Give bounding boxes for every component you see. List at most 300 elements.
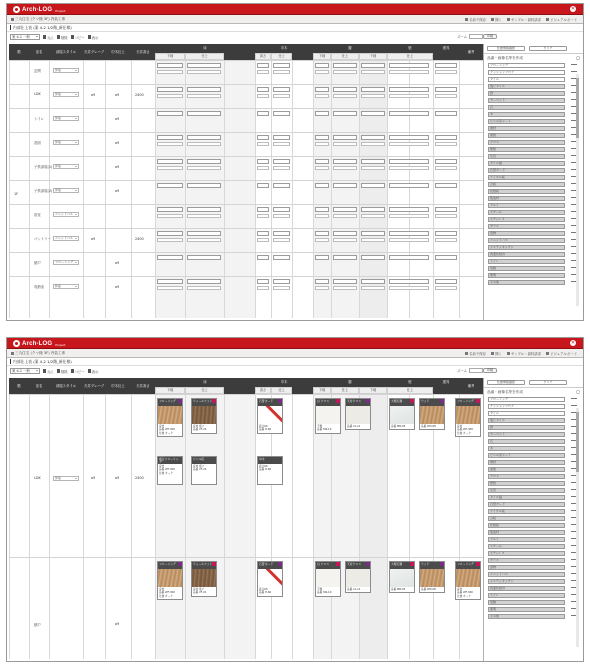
material-card[interactable] [389, 561, 415, 593]
spec-input[interactable] [435, 166, 457, 170]
spec-input[interactable] [257, 166, 269, 170]
spec-input[interactable] [389, 94, 429, 98]
spec-input[interactable] [333, 135, 357, 140]
spec-input[interactable] [273, 183, 290, 188]
spec-input[interactable] [157, 142, 183, 146]
spec-input[interactable] [187, 87, 221, 92]
spec-input[interactable] [187, 286, 221, 290]
card-remove-icon[interactable] [440, 399, 444, 403]
material-list-item[interactable] [488, 445, 565, 452]
spec-check-button[interactable]: 仕様情報確認 [487, 46, 525, 51]
material-list-item[interactable] [488, 599, 565, 606]
spec-input[interactable] [361, 238, 385, 242]
spec-input[interactable] [187, 135, 221, 140]
room-style-select[interactable]: 和室 [53, 284, 79, 289]
spec-input[interactable] [157, 207, 183, 212]
spec-input[interactable] [157, 286, 183, 290]
material-list-item[interactable] [488, 209, 565, 216]
material-list-item[interactable] [488, 536, 565, 543]
spec-input[interactable] [435, 87, 457, 92]
spec-input[interactable] [257, 142, 269, 146]
spec-input[interactable] [273, 87, 290, 92]
material-list-item[interactable] [488, 606, 565, 613]
material-card[interactable] [191, 456, 217, 485]
material-list-item[interactable] [488, 237, 565, 244]
spec-input[interactable] [187, 111, 221, 116]
material-card[interactable] [389, 398, 415, 430]
material-list-item[interactable] [488, 515, 565, 522]
spec-input[interactable] [157, 238, 183, 242]
material-list-item[interactable] [488, 90, 565, 97]
spec-input[interactable] [389, 135, 429, 140]
material-list-item[interactable] [488, 223, 565, 230]
spec-input[interactable] [257, 231, 269, 236]
room-style-select[interactable]: 洋室 [53, 68, 79, 73]
material-list-item[interactable] [488, 160, 565, 167]
spec-input[interactable] [273, 159, 290, 164]
clear-button[interactable]: クリア [529, 46, 567, 51]
spec-input[interactable] [435, 142, 457, 146]
spec-input[interactable] [361, 231, 385, 236]
spec-input[interactable] [389, 207, 429, 212]
spec-input[interactable] [187, 183, 221, 188]
material-list-item[interactable] [488, 550, 565, 557]
card-remove-icon[interactable] [336, 562, 340, 566]
spec-input[interactable] [361, 70, 385, 74]
room-style-select[interactable]: 洋室 [53, 476, 79, 481]
spec-input[interactable] [435, 159, 457, 164]
card-remove-icon[interactable] [366, 399, 370, 403]
room-style-select[interactable]: 洋室 [53, 140, 79, 145]
spec-input[interactable] [389, 70, 429, 74]
spec-input[interactable] [187, 70, 221, 74]
zoom-control[interactable]: ズーム [457, 368, 483, 373]
item-action-icon[interactable] [571, 71, 577, 72]
material-card[interactable] [419, 398, 445, 430]
card-remove-icon[interactable] [410, 562, 414, 566]
spec-input[interactable] [315, 238, 329, 242]
spec-input[interactable] [315, 111, 329, 116]
material-list-item[interactable] [488, 272, 565, 279]
spec-input[interactable] [187, 231, 221, 236]
spec-input[interactable] [333, 214, 357, 218]
scroll-thumb[interactable] [576, 78, 579, 138]
material-list-item[interactable] [488, 410, 565, 417]
spec-input[interactable] [361, 166, 385, 170]
material-list-item[interactable] [488, 146, 565, 153]
spec-input[interactable] [389, 279, 429, 284]
spec-input[interactable] [273, 166, 290, 170]
material-list-item[interactable] [488, 501, 565, 508]
material-list-item[interactable] [488, 125, 565, 132]
spec-check-button[interactable]: 仕様情報確認 [487, 380, 525, 385]
room-style-select[interactable]: 洋室 [53, 92, 79, 97]
spec-input[interactable] [333, 238, 357, 242]
material-list-item[interactable] [488, 557, 565, 564]
open-button[interactable]: 開く [491, 351, 502, 356]
card-remove-icon[interactable] [336, 399, 340, 403]
spec-input[interactable] [273, 70, 290, 74]
material-list-item[interactable] [488, 431, 565, 438]
spec-input[interactable] [257, 279, 269, 284]
material-card[interactable] [191, 398, 217, 434]
spec-input[interactable] [187, 207, 221, 212]
spec-input[interactable] [187, 238, 221, 242]
print-button[interactable]: 印刷 [483, 368, 497, 373]
material-list-item[interactable] [488, 153, 565, 160]
spec-input[interactable] [333, 94, 357, 98]
material-list-item[interactable] [488, 459, 565, 466]
spec-input[interactable] [157, 214, 183, 218]
panel-scrollbar[interactable] [576, 74, 579, 306]
spec-input[interactable] [257, 111, 269, 116]
material-list-item[interactable] [488, 202, 565, 209]
spec-input[interactable] [333, 142, 357, 146]
spec-input[interactable] [361, 63, 385, 68]
spec-input[interactable] [389, 183, 429, 188]
spec-input[interactable] [257, 70, 269, 74]
spec-input[interactable] [273, 238, 290, 242]
material-list-item[interactable] [488, 508, 565, 515]
material-list-item[interactable] [488, 76, 565, 83]
spec-input[interactable] [273, 135, 290, 140]
spec-input[interactable] [435, 231, 457, 236]
spec-input[interactable] [257, 286, 269, 290]
spec-input[interactable] [187, 166, 221, 170]
material-list-item[interactable] [488, 104, 565, 111]
undo-button[interactable]: 元に [43, 369, 54, 374]
spec-input[interactable] [389, 63, 429, 68]
card-remove-icon[interactable] [366, 562, 370, 566]
spec-input[interactable] [157, 63, 183, 68]
material-list-item[interactable] [488, 438, 565, 445]
card-remove-icon[interactable] [278, 562, 282, 566]
card-remove-icon[interactable] [178, 562, 182, 566]
material-list-item[interactable] [488, 529, 565, 536]
material-list-item[interactable] [488, 181, 565, 188]
material-list-item[interactable] [488, 578, 565, 585]
spec-input[interactable] [333, 166, 357, 170]
spec-input[interactable] [257, 214, 269, 218]
room-style-select[interactable]: フローリング [53, 260, 79, 265]
view-button[interactable]: 表示 [88, 369, 99, 374]
spec-input[interactable] [257, 159, 269, 164]
spec-input[interactable] [257, 255, 269, 260]
material-list-item[interactable] [488, 522, 565, 529]
material-card[interactable] [157, 561, 183, 600]
save-as-button[interactable]: 名前で保存 [465, 351, 486, 356]
spec-input[interactable] [361, 111, 385, 116]
spec-input[interactable] [435, 279, 457, 284]
spec-input[interactable] [257, 87, 269, 92]
spec-input[interactable] [157, 87, 183, 92]
card-remove-icon[interactable] [212, 399, 216, 403]
spec-input[interactable] [435, 111, 457, 116]
delete-button[interactable]: 削除 [57, 35, 68, 40]
panel-menu-icon[interactable]: ◯ [575, 56, 580, 60]
sample-request-button[interactable]: サンプル・資料請求 [507, 351, 541, 356]
card-remove-icon[interactable] [178, 399, 182, 403]
spec-input[interactable] [315, 207, 329, 212]
material-list-item[interactable] [488, 230, 565, 237]
material-list-item[interactable] [488, 167, 565, 174]
spec-input[interactable] [361, 142, 385, 146]
spec-input[interactable] [257, 183, 269, 188]
spec-input[interactable] [315, 70, 329, 74]
spec-input[interactable] [361, 207, 385, 212]
spec-input[interactable] [157, 111, 183, 116]
spec-input[interactable] [187, 214, 221, 218]
material-list-item[interactable] [488, 118, 565, 125]
spec-input[interactable] [257, 135, 269, 140]
spec-input[interactable] [157, 279, 183, 284]
material-card[interactable] [157, 398, 183, 437]
spec-input[interactable] [315, 286, 329, 290]
print-button[interactable]: 印刷 [483, 34, 497, 39]
spec-input[interactable] [187, 159, 221, 164]
spec-input[interactable] [333, 231, 357, 236]
material-list-item[interactable] [488, 139, 565, 146]
item-action-icon[interactable] [571, 405, 577, 406]
material-list-item[interactable] [488, 132, 565, 139]
room-style-select[interactable]: 洋室 [53, 188, 79, 193]
material-list-item[interactable] [488, 188, 565, 195]
zoom-input[interactable] [469, 34, 483, 39]
spec-input[interactable] [257, 94, 269, 98]
material-list-item[interactable] [488, 585, 565, 592]
close-icon[interactable]: ✕ [570, 340, 576, 346]
plan-select[interactable]: 案 4-1 一般 [10, 34, 40, 40]
spec-input[interactable] [435, 183, 457, 188]
room-style-select[interactable]: ユニットバス [53, 236, 79, 241]
undo-button[interactable]: 元に [43, 35, 54, 40]
material-card[interactable] [455, 398, 481, 437]
material-list-item[interactable] [488, 543, 565, 550]
spec-input[interactable] [273, 279, 290, 284]
spec-input[interactable] [315, 63, 329, 68]
spec-input[interactable] [333, 70, 357, 74]
material-list-item[interactable] [488, 452, 565, 459]
spec-input[interactable] [333, 111, 357, 116]
spec-input[interactable] [187, 63, 221, 68]
spec-input[interactable] [273, 286, 290, 290]
spec-input[interactable] [333, 159, 357, 164]
material-list-item[interactable] [488, 279, 565, 286]
copy-button[interactable]: コピー [71, 35, 85, 40]
spec-input[interactable] [333, 286, 357, 290]
spec-input[interactable] [157, 70, 183, 74]
spec-input[interactable] [315, 183, 329, 188]
spec-input[interactable] [361, 135, 385, 140]
spec-input[interactable] [389, 286, 429, 290]
visual-board-button[interactable]: ビジュアルボード [546, 351, 577, 356]
spec-input[interactable] [361, 286, 385, 290]
spec-input[interactable] [157, 183, 183, 188]
material-list-item[interactable] [488, 473, 565, 480]
spec-input[interactable] [389, 238, 429, 242]
open-button[interactable]: 開く [491, 17, 502, 22]
clear-button[interactable]: クリア [529, 380, 567, 385]
spec-input[interactable] [157, 94, 183, 98]
spec-input[interactable] [435, 255, 457, 260]
card-remove-icon[interactable] [476, 399, 480, 403]
material-list-item[interactable] [488, 174, 565, 181]
spec-input[interactable] [435, 135, 457, 140]
spec-input[interactable] [389, 87, 429, 92]
item-action-icon[interactable] [571, 64, 577, 65]
spec-input[interactable] [157, 231, 183, 236]
material-list-item[interactable] [488, 396, 565, 403]
material-card[interactable] [419, 561, 445, 593]
material-list-item[interactable] [488, 244, 565, 251]
spec-input[interactable] [389, 231, 429, 236]
spec-input[interactable] [389, 214, 429, 218]
card-remove-icon[interactable] [440, 562, 444, 566]
spec-input[interactable] [435, 63, 457, 68]
spec-input[interactable] [435, 238, 457, 242]
spec-input[interactable] [187, 94, 221, 98]
spec-input[interactable] [157, 166, 183, 170]
spec-input[interactable] [361, 159, 385, 164]
spec-input[interactable] [389, 166, 429, 170]
material-card[interactable] [157, 456, 183, 485]
spec-input[interactable] [333, 207, 357, 212]
material-card[interactable] [257, 398, 283, 434]
material-list-item[interactable] [488, 403, 565, 410]
close-icon[interactable]: ✕ [570, 6, 576, 12]
spec-input[interactable] [361, 183, 385, 188]
spec-input[interactable] [333, 279, 357, 284]
spec-input[interactable] [187, 142, 221, 146]
item-action-icon[interactable] [571, 398, 577, 399]
spec-input[interactable] [315, 94, 329, 98]
spec-input[interactable] [389, 142, 429, 146]
room-style-select[interactable]: 洋室 [53, 164, 79, 169]
save-as-button[interactable]: 名前で保存 [465, 17, 486, 22]
material-list-item[interactable] [488, 613, 565, 620]
spec-input[interactable] [361, 94, 385, 98]
card-remove-icon[interactable] [278, 399, 282, 403]
spec-input[interactable] [361, 214, 385, 218]
spec-input[interactable] [273, 214, 290, 218]
material-list-item[interactable] [488, 83, 565, 90]
spec-input[interactable] [187, 255, 221, 260]
material-list-item[interactable] [488, 592, 565, 599]
card-remove-icon[interactable] [476, 562, 480, 566]
spec-input[interactable] [333, 87, 357, 92]
spec-input[interactable] [361, 279, 385, 284]
material-card[interactable] [345, 561, 371, 593]
material-list-item[interactable] [488, 424, 565, 431]
spec-input[interactable] [273, 142, 290, 146]
material-list-item[interactable] [488, 62, 565, 69]
spec-input[interactable] [435, 286, 457, 290]
material-list-item[interactable] [488, 251, 565, 258]
delete-button[interactable]: 削除 [57, 369, 68, 374]
spec-input[interactable] [257, 238, 269, 242]
spec-input[interactable] [315, 142, 329, 146]
spec-input[interactable] [273, 207, 290, 212]
material-list-item[interactable] [488, 466, 565, 473]
spec-input[interactable] [273, 94, 290, 98]
spec-input[interactable] [315, 159, 329, 164]
panel-menu-icon[interactable]: ◯ [575, 390, 580, 394]
spec-input[interactable] [361, 87, 385, 92]
material-list-item[interactable] [488, 69, 565, 76]
room-style-select[interactable]: 洋室 [53, 116, 79, 121]
spec-input[interactable] [389, 159, 429, 164]
spec-input[interactable] [157, 135, 183, 140]
material-card[interactable] [345, 398, 371, 430]
spec-input[interactable] [333, 183, 357, 188]
spec-input[interactable] [315, 231, 329, 236]
copy-button[interactable]: コピー [71, 369, 85, 374]
spec-input[interactable] [157, 159, 183, 164]
spec-input[interactable] [361, 255, 385, 260]
material-card[interactable] [315, 398, 341, 434]
material-card[interactable] [257, 456, 283, 485]
material-list-item[interactable] [488, 258, 565, 265]
material-list-item[interactable] [488, 111, 565, 118]
spec-input[interactable] [389, 111, 429, 116]
material-list-item[interactable] [488, 564, 565, 571]
spec-input[interactable] [315, 279, 329, 284]
spec-input[interactable] [273, 111, 290, 116]
material-list-item[interactable] [488, 195, 565, 202]
spec-input[interactable] [435, 70, 457, 74]
spec-input[interactable] [435, 207, 457, 212]
spec-input[interactable] [435, 214, 457, 218]
material-card[interactable] [315, 561, 341, 597]
spec-input[interactable] [435, 94, 457, 98]
scroll-thumb[interactable] [576, 412, 579, 472]
material-list-item[interactable] [488, 265, 565, 272]
spec-input[interactable] [187, 279, 221, 284]
material-card[interactable] [257, 561, 283, 597]
spec-input[interactable] [333, 63, 357, 68]
material-card[interactable] [455, 561, 481, 600]
material-list-item[interactable] [488, 487, 565, 494]
room-style-select[interactable]: ユニットバス [53, 212, 79, 217]
zoom-control[interactable]: ズーム [457, 34, 483, 39]
material-list-item[interactable] [488, 480, 565, 487]
spec-input[interactable] [273, 63, 290, 68]
plan-select[interactable]: 案 4-1 一般 [10, 368, 40, 374]
material-list-item[interactable] [488, 571, 565, 578]
spec-input[interactable] [315, 214, 329, 218]
material-list-item[interactable] [488, 97, 565, 104]
material-list-item[interactable] [488, 494, 565, 501]
spec-input[interactable] [315, 255, 329, 260]
spec-input[interactable] [257, 63, 269, 68]
spec-input[interactable] [273, 231, 290, 236]
spec-input[interactable] [273, 255, 290, 260]
spec-input[interactable] [157, 255, 183, 260]
spec-input[interactable] [315, 166, 329, 170]
material-card[interactable] [191, 561, 217, 597]
card-remove-icon[interactable] [410, 399, 414, 403]
spec-input[interactable] [257, 207, 269, 212]
spec-input[interactable] [315, 135, 329, 140]
view-button[interactable]: 表示 [88, 35, 99, 40]
spec-input[interactable] [315, 87, 329, 92]
material-list-item[interactable] [488, 417, 565, 424]
panel-scrollbar[interactable] [576, 408, 579, 647]
spec-input[interactable] [389, 255, 429, 260]
zoom-input[interactable] [469, 368, 483, 373]
card-remove-icon[interactable] [212, 562, 216, 566]
visual-board-button[interactable]: ビジュアルボード [546, 17, 577, 22]
